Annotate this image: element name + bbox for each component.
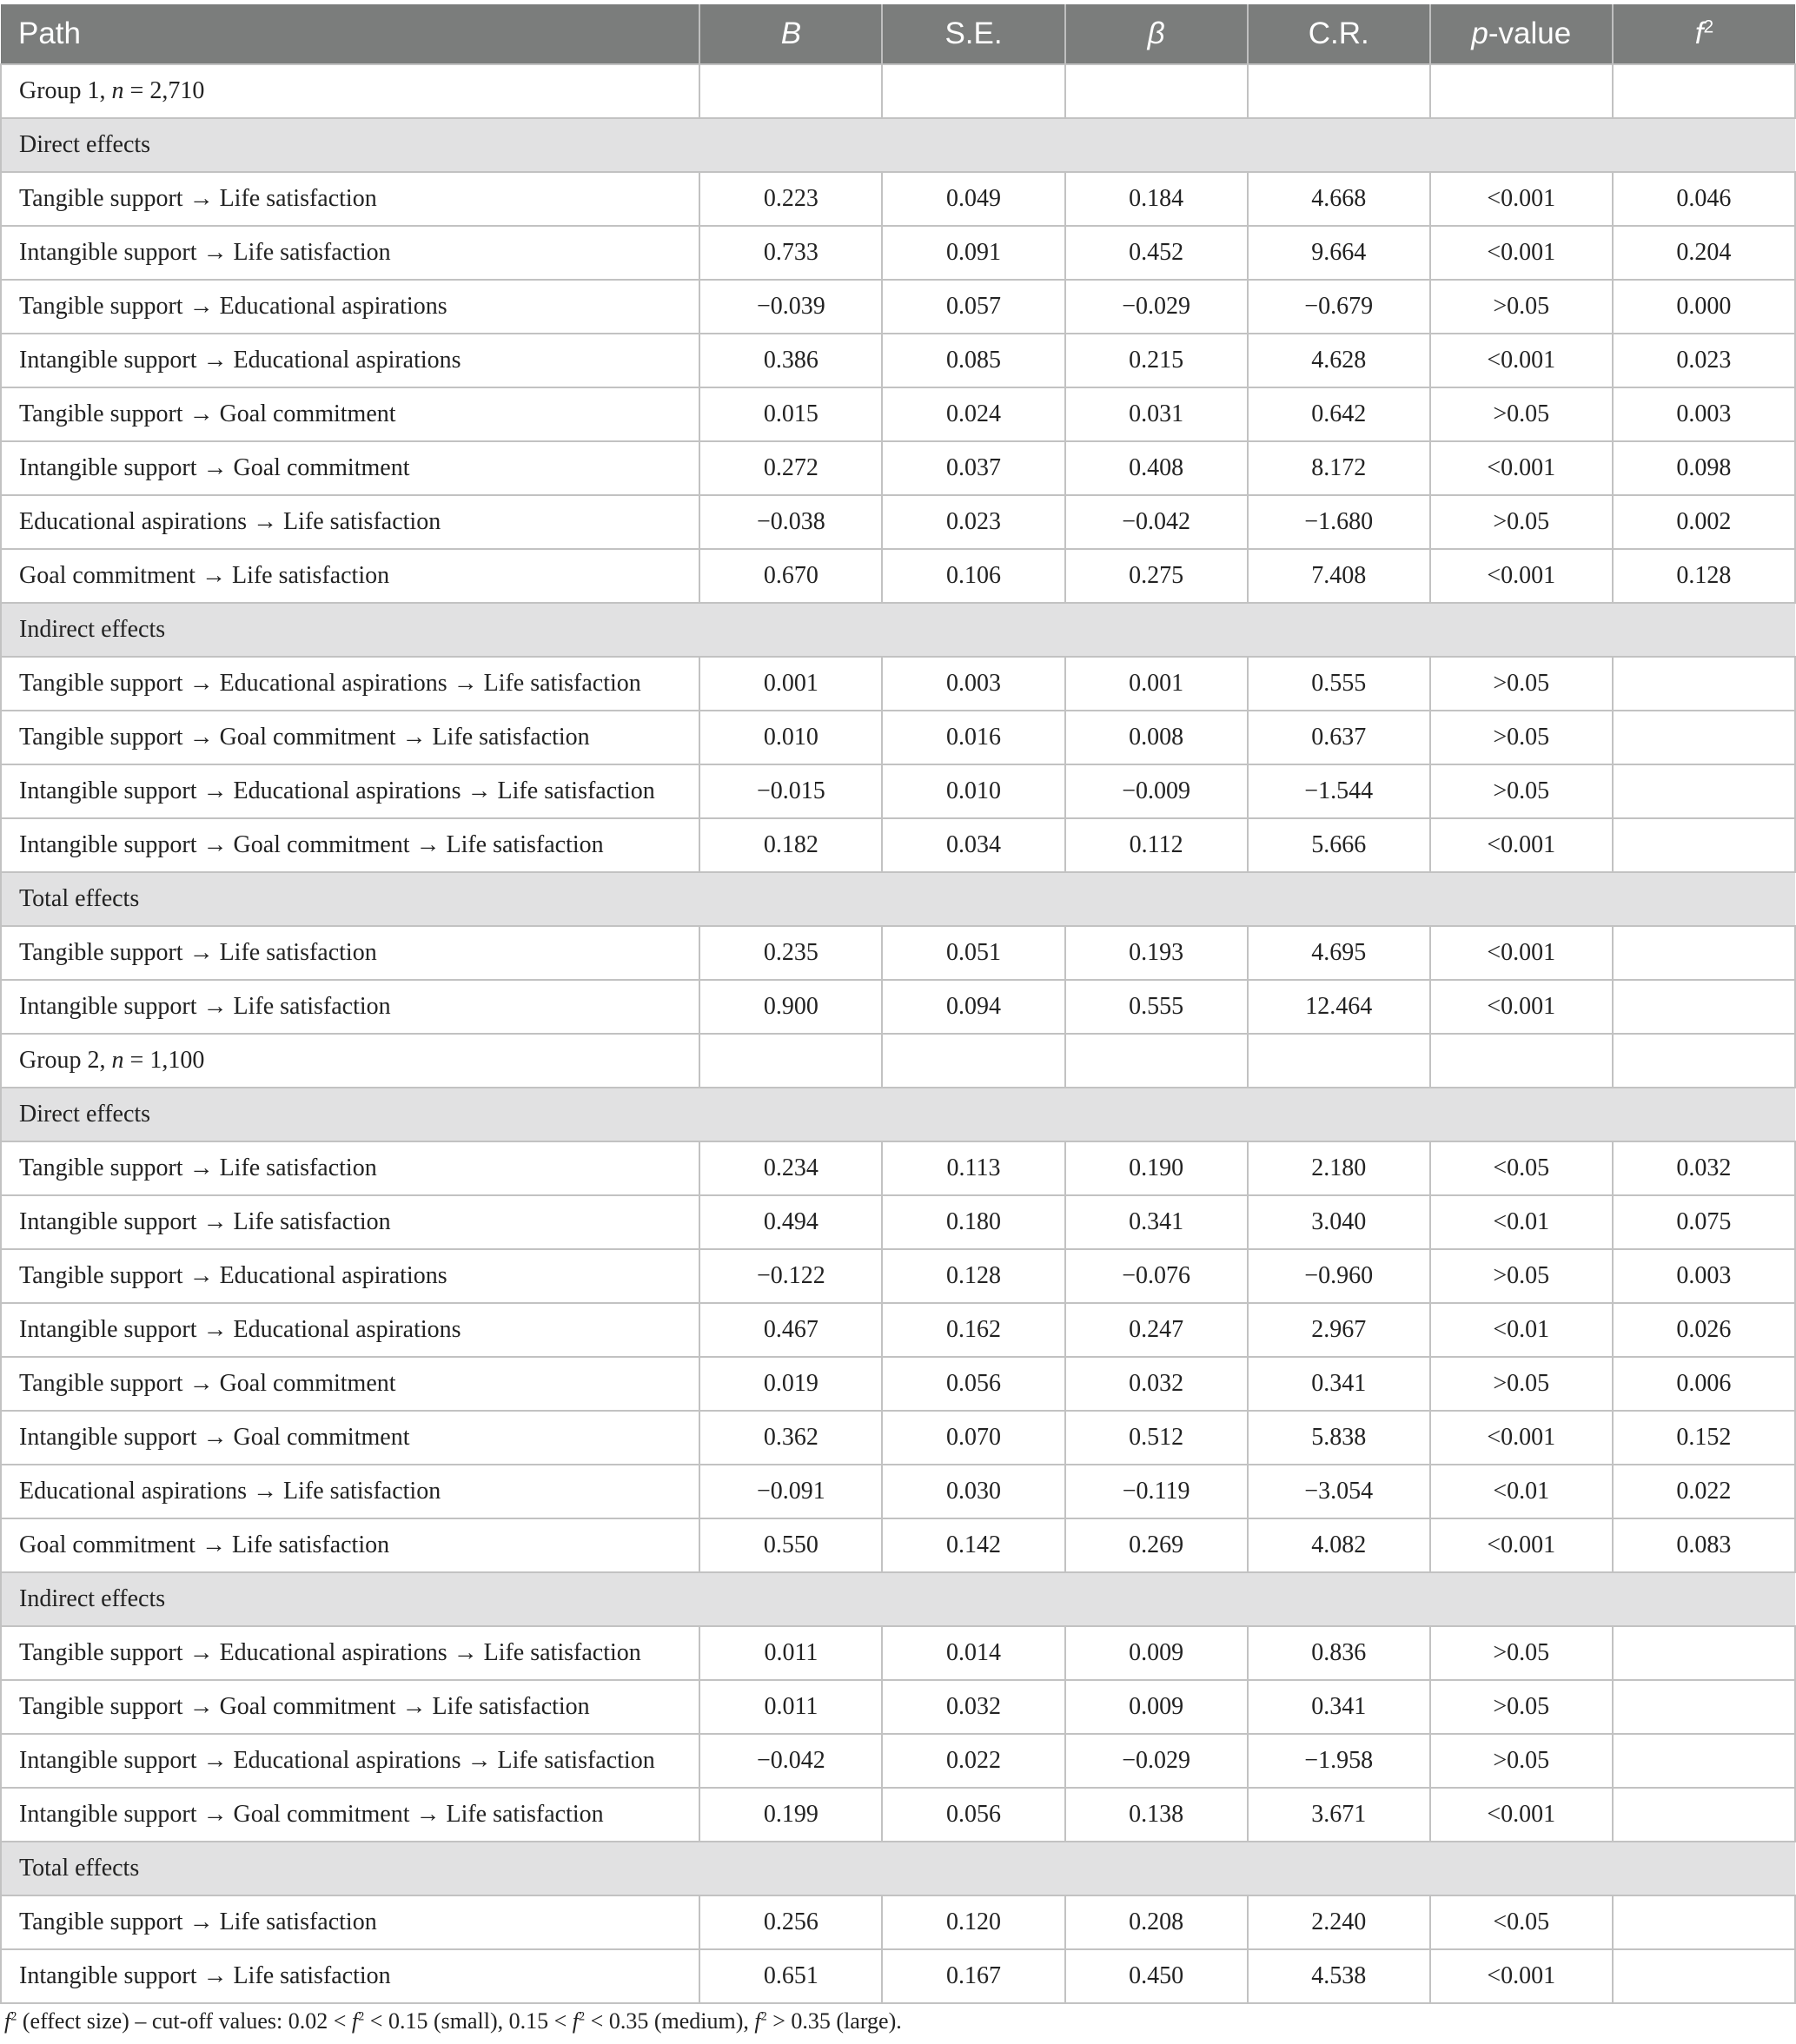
table-row <box>1 387 1795 441</box>
b-cell: 0.550 <box>699 1518 882 1572</box>
se-cell: 0.057 <box>882 280 1064 334</box>
p-value-cell: >0.05 <box>1430 1357 1613 1411</box>
b-cell: 0.670 <box>699 549 882 603</box>
p-value-cell: <0.05 <box>1430 1141 1613 1195</box>
cr-cell: 0.555 <box>1248 657 1430 711</box>
cr-cell: 9.664 <box>1248 226 1430 280</box>
table-row <box>1 280 1795 334</box>
se-cell: 0.037 <box>882 441 1064 495</box>
se-cell: 0.016 <box>882 711 1064 764</box>
f2-cell: 0.022 <box>1613 1465 1795 1518</box>
cr-cell: −0.960 <box>1248 1249 1430 1303</box>
beta-cell: 0.001 <box>1065 657 1248 711</box>
path-cell: Tangible support → Life satisfaction <box>1 926 699 980</box>
b-cell: 0.900 <box>699 980 882 1034</box>
beta-cell: 0.450 <box>1065 1949 1248 2003</box>
se-cell: 0.034 <box>882 818 1064 872</box>
table-row <box>1 441 1795 495</box>
cr-cell: 4.695 <box>1248 926 1430 980</box>
footnote <box>4 2008 902 2034</box>
se-cell: 0.106 <box>882 549 1064 603</box>
header-se: S.E. <box>882 4 1064 64</box>
beta-cell: 0.138 <box>1065 1788 1248 1842</box>
b-cell: 0.001 <box>699 657 882 711</box>
b-cell: 0.199 <box>699 1788 882 1842</box>
section-label: Indirect effects <box>1 1572 1795 1626</box>
f2-cell <box>1613 818 1795 872</box>
f2-cell <box>1613 711 1795 764</box>
b-cell: 0.011 <box>699 1680 882 1734</box>
group-label <box>1 64 699 118</box>
f2-cell <box>1613 657 1795 711</box>
table-row <box>1 1465 1795 1518</box>
p-value-cell: >0.05 <box>1430 495 1613 549</box>
empty-cell <box>1430 1034 1613 1088</box>
footnote-text: (effect size) – cut-off values: 0.02 < <box>17 2008 352 2034</box>
p-value-cell: >0.05 <box>1430 1734 1613 1788</box>
beta-cell: −0.009 <box>1065 764 1248 818</box>
table-row <box>1 1949 1795 2003</box>
table-row <box>1 549 1795 603</box>
cr-cell: 4.668 <box>1248 172 1430 226</box>
f2-cell: 0.075 <box>1613 1195 1795 1249</box>
table-row <box>1 1141 1795 1195</box>
se-cell: 0.180 <box>882 1195 1064 1249</box>
path-cell: Educational aspirations → Life satisfaction <box>1 1465 699 1518</box>
beta-cell: −0.029 <box>1065 280 1248 334</box>
footnote-sup: 2 <box>579 2009 586 2024</box>
cr-cell: 4.538 <box>1248 1949 1430 2003</box>
beta-cell: 0.031 <box>1065 387 1248 441</box>
beta-cell: 0.193 <box>1065 926 1248 980</box>
f2-cell: 0.003 <box>1613 1249 1795 1303</box>
b-cell: 0.011 <box>699 1626 882 1680</box>
header-beta-text: β <box>1147 17 1165 50</box>
path-cell: Tangible support → Educational aspirations → Life satisfaction <box>1 1626 699 1680</box>
b-cell: −0.042 <box>699 1734 882 1788</box>
f2-cell: 0.152 <box>1613 1411 1795 1465</box>
section-row <box>1 1842 1795 1895</box>
se-cell: 0.128 <box>882 1249 1064 1303</box>
path-cell: Tangible support → Goal commitment → Life satisfaction <box>1 1680 699 1734</box>
se-cell: 0.014 <box>882 1626 1064 1680</box>
se-cell: 0.085 <box>882 334 1064 387</box>
p-value-cell: >0.05 <box>1430 1249 1613 1303</box>
empty-cell <box>1065 64 1248 118</box>
table-row <box>1 495 1795 549</box>
group-label-suffix: = 2,710 <box>123 77 205 104</box>
cr-cell: 2.967 <box>1248 1303 1430 1357</box>
group-row <box>1 1034 1795 1088</box>
f2-cell: 0.026 <box>1613 1303 1795 1357</box>
p-value-cell: >0.05 <box>1430 764 1613 818</box>
path-cell: Intangible support → Life satisfaction <box>1 980 699 1034</box>
cr-cell: 0.637 <box>1248 711 1430 764</box>
section-label: Direct effects <box>1 1088 1795 1141</box>
path-cell: Tangible support → Educational aspirations <box>1 1249 699 1303</box>
table-row <box>1 818 1795 872</box>
f2-cell: 0.023 <box>1613 334 1795 387</box>
b-cell: 0.235 <box>699 926 882 980</box>
beta-cell: 0.512 <box>1065 1411 1248 1465</box>
header-row <box>1 4 1795 64</box>
p-value-cell: <0.001 <box>1430 1788 1613 1842</box>
p-value-cell: <0.001 <box>1430 549 1613 603</box>
beta-cell: 0.208 <box>1065 1895 1248 1949</box>
section-label: Indirect effects <box>1 603 1795 657</box>
group-label-prefix: Group 2, <box>19 1047 112 1074</box>
f2-cell <box>1613 1895 1795 1949</box>
b-cell: 0.234 <box>699 1141 882 1195</box>
beta-cell: 0.341 <box>1065 1195 1248 1249</box>
path-cell: Tangible support → Life satisfaction <box>1 1141 699 1195</box>
beta-cell: 0.009 <box>1065 1680 1248 1734</box>
b-cell: 0.019 <box>699 1357 882 1411</box>
path-cell: Intangible support → Life satisfaction <box>1 1949 699 2003</box>
b-cell: 0.386 <box>699 334 882 387</box>
b-cell: 0.010 <box>699 711 882 764</box>
header-p-rest: -value <box>1488 17 1572 50</box>
table-row <box>1 1680 1795 1734</box>
empty-cell <box>1065 1034 1248 1088</box>
f2-cell <box>1613 980 1795 1034</box>
p-value-cell: <0.001 <box>1430 226 1613 280</box>
b-cell: 0.494 <box>699 1195 882 1249</box>
f2-cell <box>1613 926 1795 980</box>
cr-cell: 3.040 <box>1248 1195 1430 1249</box>
cr-cell: −1.680 <box>1248 495 1430 549</box>
cr-cell: 5.666 <box>1248 818 1430 872</box>
footnote-sup: 2 <box>358 2009 365 2024</box>
f2-cell: 0.083 <box>1613 1518 1795 1572</box>
header-p-value <box>1430 4 1613 64</box>
table-row <box>1 1195 1795 1249</box>
cr-cell: −1.544 <box>1248 764 1430 818</box>
b-cell: −0.039 <box>699 280 882 334</box>
p-value-cell: <0.001 <box>1430 980 1613 1034</box>
table-row <box>1 1518 1795 1572</box>
b-cell: 0.223 <box>699 172 882 226</box>
table-row <box>1 926 1795 980</box>
cr-cell: 2.180 <box>1248 1141 1430 1195</box>
cr-cell: 0.341 <box>1248 1680 1430 1734</box>
table-row <box>1 334 1795 387</box>
section-label: Total effects <box>1 1842 1795 1895</box>
group-label-n: n <box>111 77 124 104</box>
beta-cell: 0.247 <box>1065 1303 1248 1357</box>
empty-cell <box>699 1034 882 1088</box>
empty-cell <box>1248 1034 1430 1088</box>
footnote-italic: f <box>572 2008 580 2034</box>
p-value-cell: <0.001 <box>1430 818 1613 872</box>
group-row <box>1 64 1795 118</box>
se-cell: 0.051 <box>882 926 1064 980</box>
table-row <box>1 1734 1795 1788</box>
f2-cell <box>1613 1680 1795 1734</box>
path-cell: Tangible support → Goal commitment → Life satisfaction <box>1 711 699 764</box>
se-cell: 0.094 <box>882 980 1064 1034</box>
empty-cell <box>1430 64 1613 118</box>
f2-cell <box>1613 1626 1795 1680</box>
p-value-cell: >0.05 <box>1430 280 1613 334</box>
p-value-cell: <0.001 <box>1430 334 1613 387</box>
cr-cell: 7.408 <box>1248 549 1430 603</box>
section-row <box>1 1572 1795 1626</box>
p-value-cell: <0.01 <box>1430 1195 1613 1249</box>
se-cell: 0.056 <box>882 1788 1064 1842</box>
b-cell: 0.015 <box>699 387 882 441</box>
footnote-sup: 2 <box>10 2009 17 2024</box>
p-value-cell: >0.05 <box>1430 387 1613 441</box>
f2-cell: 0.006 <box>1613 1357 1795 1411</box>
se-cell: 0.142 <box>882 1518 1064 1572</box>
beta-cell: −0.029 <box>1065 1734 1248 1788</box>
empty-cell <box>882 1034 1064 1088</box>
path-cell: Tangible support → Educational aspirations → Life satisfaction <box>1 657 699 711</box>
p-value-cell: >0.05 <box>1430 711 1613 764</box>
group-label-n: n <box>111 1047 124 1074</box>
path-cell: Intangible support → Life satisfaction <box>1 1195 699 1249</box>
b-cell: −0.122 <box>699 1249 882 1303</box>
beta-cell: 0.190 <box>1065 1141 1248 1195</box>
table-row <box>1 226 1795 280</box>
empty-cell <box>882 64 1064 118</box>
se-cell: 0.049 <box>882 172 1064 226</box>
footnote-text: > 0.35 (large). <box>766 2008 902 2034</box>
group-label-suffix: = 1,100 <box>123 1047 205 1074</box>
header-beta <box>1065 4 1248 64</box>
f2-cell <box>1613 1949 1795 2003</box>
section-row <box>1 872 1795 926</box>
p-value-cell: <0.001 <box>1430 926 1613 980</box>
b-cell: 0.272 <box>699 441 882 495</box>
cr-cell: 12.464 <box>1248 980 1430 1034</box>
p-value-cell: >0.05 <box>1430 1626 1613 1680</box>
header-b-text: B <box>780 17 802 50</box>
b-cell: 0.256 <box>699 1895 882 1949</box>
se-cell: 0.030 <box>882 1465 1064 1518</box>
se-cell: 0.167 <box>882 1949 1064 2003</box>
header-f2 <box>1613 4 1795 64</box>
cr-cell: 2.240 <box>1248 1895 1430 1949</box>
cr-cell: 0.836 <box>1248 1626 1430 1680</box>
b-cell: −0.038 <box>699 495 882 549</box>
group-label-prefix: Group 1, <box>19 77 112 104</box>
f2-cell: 0.002 <box>1613 495 1795 549</box>
se-cell: 0.056 <box>882 1357 1064 1411</box>
section-row <box>1 118 1795 172</box>
p-value-cell: <0.01 <box>1430 1465 1613 1518</box>
beta-cell: 0.184 <box>1065 172 1248 226</box>
beta-cell: −0.119 <box>1065 1465 1248 1518</box>
se-cell: 0.032 <box>882 1680 1064 1734</box>
footnote-italic: f <box>4 2008 11 2034</box>
beta-cell: 0.009 <box>1065 1626 1248 1680</box>
f2-cell <box>1613 1734 1795 1788</box>
beta-cell: 0.275 <box>1065 549 1248 603</box>
beta-cell: −0.076 <box>1065 1249 1248 1303</box>
cr-cell: 0.642 <box>1248 387 1430 441</box>
table-row <box>1 1788 1795 1842</box>
cr-cell: 8.172 <box>1248 441 1430 495</box>
beta-cell: 0.008 <box>1065 711 1248 764</box>
path-cell: Goal commitment → Life satisfaction <box>1 1518 699 1572</box>
section-label: Direct effects <box>1 118 1795 172</box>
cr-cell: 0.341 <box>1248 1357 1430 1411</box>
beta-cell: 0.452 <box>1065 226 1248 280</box>
header-b <box>699 4 882 64</box>
path-cell: Tangible support → Goal commitment <box>1 1357 699 1411</box>
table-row <box>1 1249 1795 1303</box>
beta-cell: 0.555 <box>1065 980 1248 1034</box>
path-cell: Intangible support → Educational aspirations <box>1 334 699 387</box>
section-row <box>1 1088 1795 1141</box>
path-cell: Intangible support → Goal commitment <box>1 1411 699 1465</box>
empty-cell <box>1248 64 1430 118</box>
beta-cell: 0.112 <box>1065 818 1248 872</box>
f2-cell: 0.204 <box>1613 226 1795 280</box>
footnote-sup: 2 <box>760 2009 767 2024</box>
f2-cell: 0.032 <box>1613 1141 1795 1195</box>
p-value-cell: >0.05 <box>1430 657 1613 711</box>
footnote-text: < 0.35 (medium), <box>585 2008 755 2034</box>
f2-cell: 0.098 <box>1613 441 1795 495</box>
path-cell: Intangible support → Goal commitment <box>1 441 699 495</box>
header-f-sup: 2 <box>1703 17 1714 37</box>
path-cell: Tangible support → Life satisfaction <box>1 1895 699 1949</box>
p-value-cell: <0.001 <box>1430 1949 1613 2003</box>
table-row <box>1 1895 1795 1949</box>
se-cell: 0.010 <box>882 764 1064 818</box>
beta-cell: −0.042 <box>1065 495 1248 549</box>
beta-cell: 0.408 <box>1065 441 1248 495</box>
path-cell: Intangible support → Life satisfaction <box>1 226 699 280</box>
b-cell: −0.091 <box>699 1465 882 1518</box>
se-cell: 0.003 <box>882 657 1064 711</box>
cr-cell: −3.054 <box>1248 1465 1430 1518</box>
f2-cell: 0.128 <box>1613 549 1795 603</box>
path-cell: Intangible support → Educational aspirations → Life satisfaction <box>1 764 699 818</box>
b-cell: 0.362 <box>699 1411 882 1465</box>
cr-cell: 4.628 <box>1248 334 1430 387</box>
table-row <box>1 657 1795 711</box>
empty-cell <box>1613 64 1795 118</box>
p-value-cell: <0.001 <box>1430 1411 1613 1465</box>
p-value-cell: <0.05 <box>1430 1895 1613 1949</box>
se-cell: 0.024 <box>882 387 1064 441</box>
f2-cell <box>1613 764 1795 818</box>
header-cr: C.R. <box>1248 4 1430 64</box>
p-value-cell: <0.001 <box>1430 1518 1613 1572</box>
table-row <box>1 172 1795 226</box>
table-row <box>1 711 1795 764</box>
path-cell: Intangible support → Educational aspirations → Life satisfaction <box>1 1734 699 1788</box>
path-cell: Educational aspirations → Life satisfaction <box>1 495 699 549</box>
results-table <box>0 4 1796 2004</box>
se-cell: 0.070 <box>882 1411 1064 1465</box>
cr-cell: −1.958 <box>1248 1734 1430 1788</box>
table-row <box>1 1411 1795 1465</box>
cr-cell: −0.679 <box>1248 280 1430 334</box>
path-cell: Tangible support → Goal commitment <box>1 387 699 441</box>
cr-cell: 3.671 <box>1248 1788 1430 1842</box>
table-body <box>1 64 1795 2003</box>
f2-cell <box>1613 1788 1795 1842</box>
empty-cell <box>699 64 882 118</box>
f2-cell: 0.003 <box>1613 387 1795 441</box>
table-row <box>1 1303 1795 1357</box>
path-cell: Intangible support → Goal commitment → Life satisfaction <box>1 818 699 872</box>
p-value-cell: >0.05 <box>1430 1680 1613 1734</box>
path-cell: Goal commitment → Life satisfaction <box>1 549 699 603</box>
table-row <box>1 764 1795 818</box>
footnote-italic: f <box>754 2008 761 2034</box>
b-cell: 0.733 <box>699 226 882 280</box>
p-value-cell: <0.001 <box>1430 441 1613 495</box>
b-cell: 0.467 <box>699 1303 882 1357</box>
se-cell: 0.162 <box>882 1303 1064 1357</box>
beta-cell: 0.215 <box>1065 334 1248 387</box>
p-value-cell: <0.01 <box>1430 1303 1613 1357</box>
empty-cell <box>1613 1034 1795 1088</box>
path-cell: Intangible support → Educational aspirations <box>1 1303 699 1357</box>
beta-cell: 0.269 <box>1065 1518 1248 1572</box>
table-row <box>1 1357 1795 1411</box>
se-cell: 0.023 <box>882 495 1064 549</box>
header-f-base: f <box>1694 17 1704 50</box>
b-cell: 0.651 <box>699 1949 882 2003</box>
path-cell: Tangible support → Life satisfaction <box>1 172 699 226</box>
header-p-italic: p <box>1471 17 1488 50</box>
f2-cell: 0.046 <box>1613 172 1795 226</box>
table-row <box>1 1626 1795 1680</box>
beta-cell: 0.032 <box>1065 1357 1248 1411</box>
group-label <box>1 1034 699 1088</box>
path-cell: Intangible support → Goal commitment → Life satisfaction <box>1 1788 699 1842</box>
se-cell: 0.022 <box>882 1734 1064 1788</box>
section-row <box>1 603 1795 657</box>
section-label: Total effects <box>1 872 1795 926</box>
b-cell: −0.015 <box>699 764 882 818</box>
footnote-text: < 0.15 (small), 0.15 < <box>364 2008 573 2034</box>
header-path: Path <box>1 4 699 64</box>
se-cell: 0.113 <box>882 1141 1064 1195</box>
footnote-italic: f <box>351 2008 359 2034</box>
b-cell: 0.182 <box>699 818 882 872</box>
se-cell: 0.091 <box>882 226 1064 280</box>
f2-cell: 0.000 <box>1613 280 1795 334</box>
path-cell: Tangible support → Educational aspirations <box>1 280 699 334</box>
table-row <box>1 980 1795 1034</box>
p-value-cell: <0.001 <box>1430 172 1613 226</box>
cr-cell: 4.082 <box>1248 1518 1430 1572</box>
cr-cell: 5.838 <box>1248 1411 1430 1465</box>
se-cell: 0.120 <box>882 1895 1064 1949</box>
